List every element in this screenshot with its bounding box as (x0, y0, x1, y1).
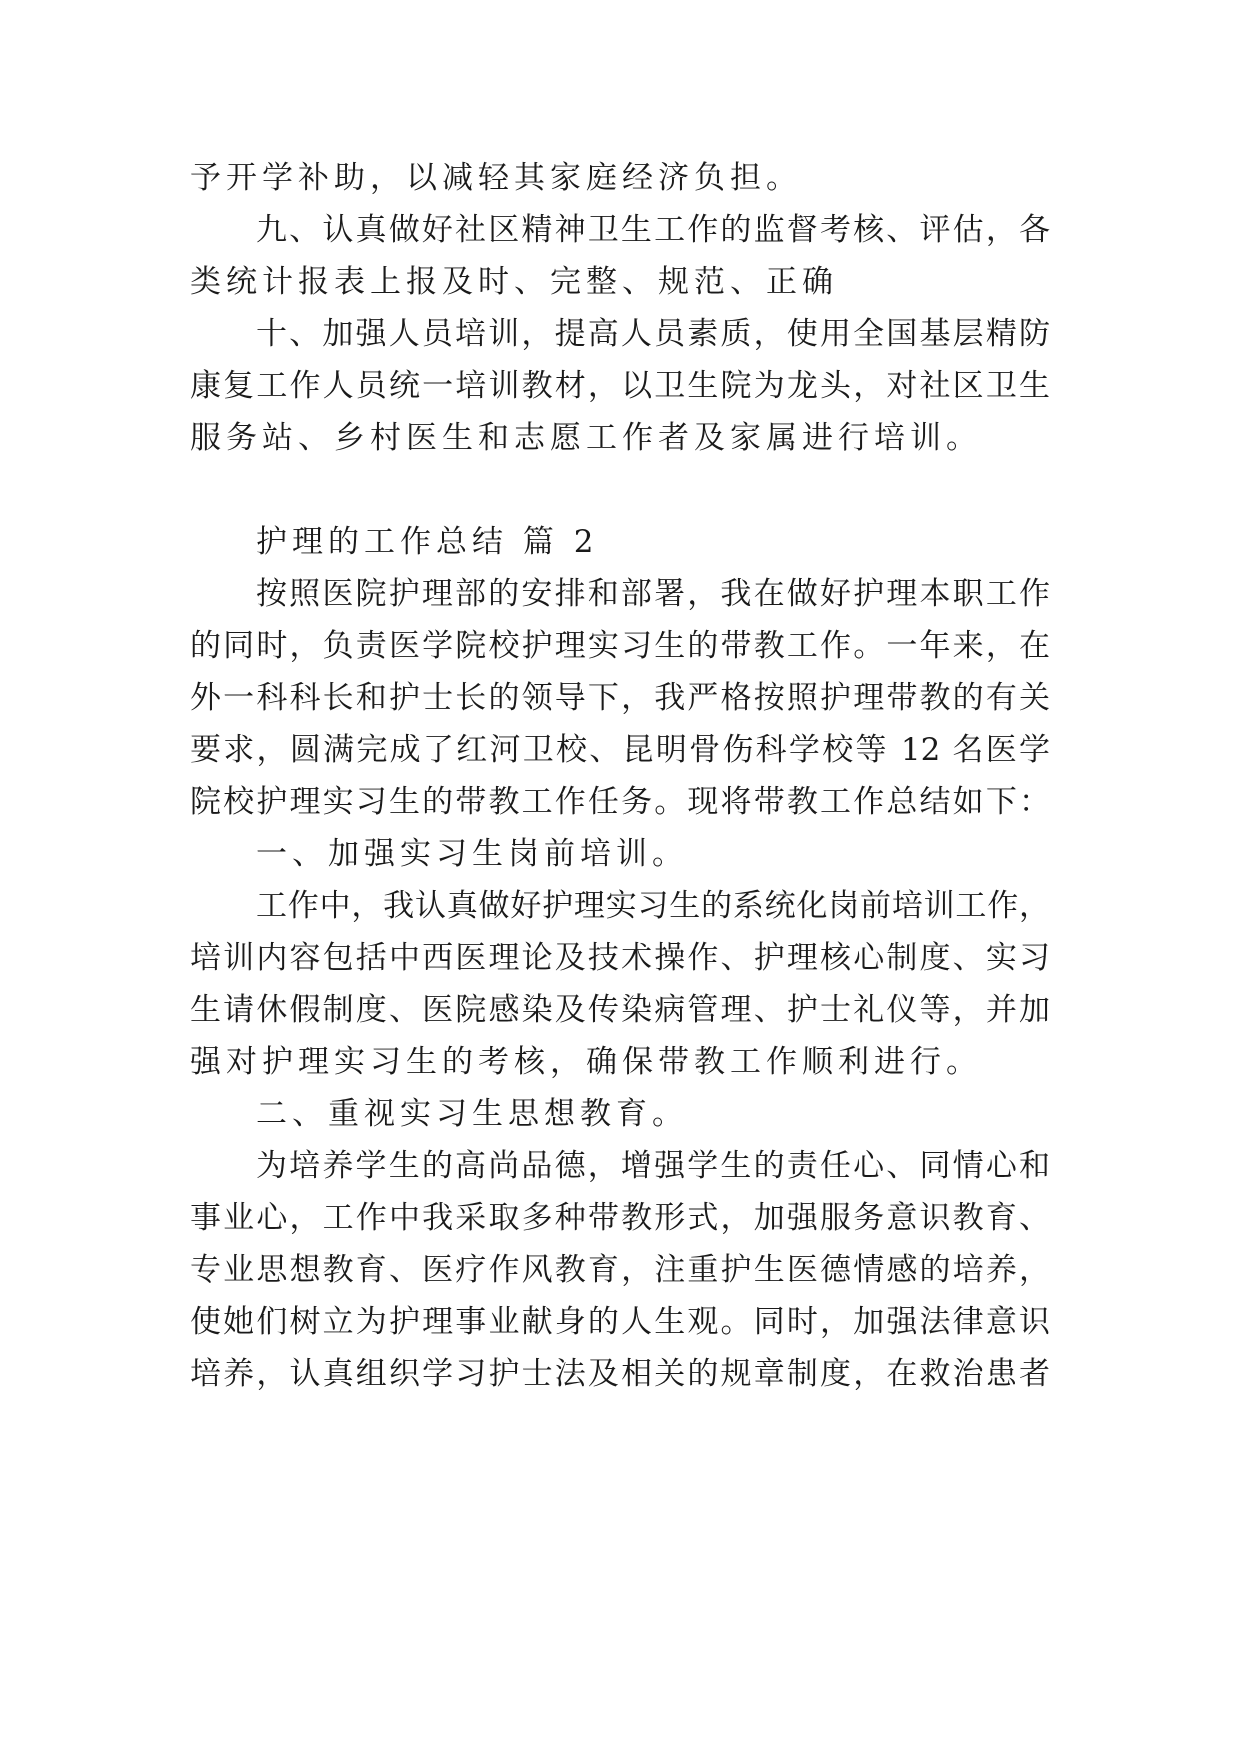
text-line: 工作中，我认真做好护理实习生的系统化岗前培训工作， (256, 888, 1050, 924)
subheading: 二、重视实习生思想教育。 (256, 1096, 688, 1132)
text-line: 类统计报表上报及时、完整、规范、正确 (190, 264, 838, 300)
text-line: 为培养学生的高尚品德，增强学生的责任心、同情心和 (256, 1148, 1050, 1184)
text-line: 事业心，工作中我采取多种带教形式，加强服务意识教育、 (190, 1200, 1050, 1236)
text-line: 使她们树立为护理事业献身的人生观。同时，加强法律意识 (190, 1304, 1050, 1340)
text-line: 予开学补助，以减轻其家庭经济负担。 (190, 160, 802, 196)
text-line: 强对护理实习生的考核，确保带教工作顺利进行。 (190, 1044, 982, 1080)
text-line: 十、加强人员培训，提高人员素质，使用全国基层精防 (256, 316, 1050, 352)
text-line: 服务站、乡村医生和志愿工作者及家属进行培训。 (190, 420, 982, 456)
text-line: 外一科科长和护士长的领导下，我严格按照护理带教的有关 (190, 680, 1050, 716)
text-line: 按照医院护理部的安排和部署，我在做好护理本职工作 (256, 576, 1050, 612)
section-heading: 护理的工作总结 篇 2 (256, 524, 599, 560)
text-line: 院校护理实习生的带教工作任务。现将带教工作总结如下： (190, 784, 1050, 820)
text-line: 要求，圆满完成了红河卫校、昆明骨伤科学校等 12 名医学 (190, 732, 1050, 768)
text-line: 的同时，负责医学院校护理实习生的带教工作。一年来，在 (190, 628, 1050, 664)
text-line: 培训内容包括中西医理论及技术操作、护理核心制度、实习 (190, 940, 1050, 976)
text-line: 康复工作人员统一培训教材，以卫生院为龙头，对社区卫生 (190, 368, 1050, 404)
text-line: 九、认真做好社区精神卫生工作的监督考核、评估，各 (256, 212, 1050, 248)
text-line: 专业思想教育、医疗作风教育，注重护生医德情感的培养， (190, 1252, 1050, 1288)
text-line: 生请休假制度、医院感染及传染病管理、护士礼仪等，并加 (190, 992, 1050, 1028)
text-line: 培养，认真组织学习护士法及相关的规章制度，在救治患者 (190, 1356, 1050, 1392)
subheading: 一、加强实习生岗前培训。 (256, 836, 688, 872)
